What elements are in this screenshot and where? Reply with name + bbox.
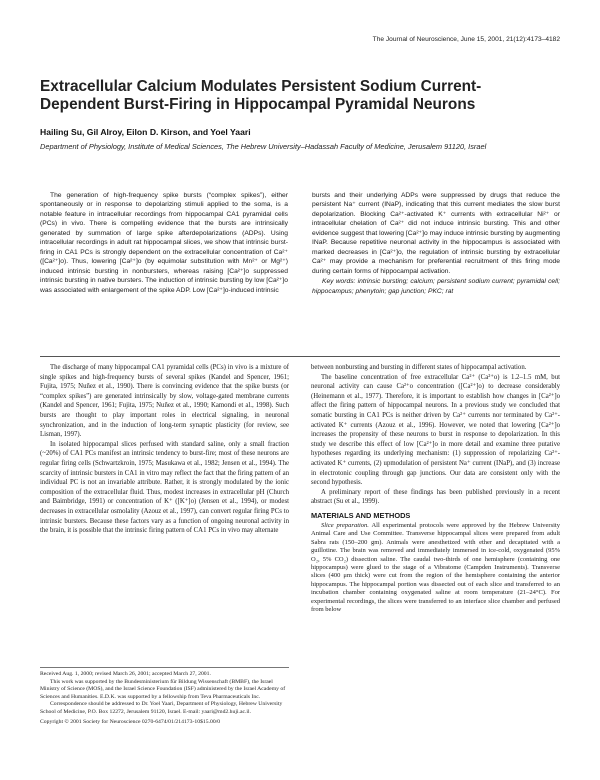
footnote-rule [40,667,289,668]
affiliation: Department of Physiology, Institute of Medical Sciences, The Hebrew University–Hadassah Faculty of Medicine, Jerusalem 91120, Israel [40,142,487,151]
abstract-right-column [312,191,560,296]
intro-paragraph-1: The discharge of many hippocampal CA1 pyramidal cells (PCs) in vivo is a mixture of single spikes and high-frequency bursts of several spikes (Kandel and Spencer, 1961; Fujita, 1975; Nuñez et al., 1990). There is convincing evidence that the spike bursts (or “complex spikes”) are generated intrinsically by slow, voltage-gated membrane currents (Kandel and Spencer, 1961; Fujita, 1975; Nuñez et al., 1990; Kamondi et al., 1998). Such bursts are thought to play important roles in electrical signaling, in neuronal synchronization, and in the induction of long-term synaptic plasticity (for review, see Lisman, 1997). [40,364,289,439]
section-heading-methods: MATERIALS AND METHODS [311,510,411,520]
body-left-column [40,363,289,536]
methods-text: All experimental protocols were approved by the Hebrew University Animal Care and Use Committee. Transverse hippocampal slices were prepared from adult Sabra rats (150–200 gm). Animals were anesthetized with ether and decapitated with a guillotine. The brain was removed and immediately immersed in ice-cold, oxygenated (95% O₂, 5% CO₂) dissection saline. The caudal two-thirds of one hemisphere (containing one hippocampus) were glued to the stage of a Vibratome (Campden Instruments). Transverse slices (400 μm thick) were cut from the region of the hemisphere containing the anterior hippocampus. The hippocampal portion was dissected out of each slice and transferred to an incubation chamber containing oxygenated saline at room temperature (21–24°C). For experimental recordings, the slices were transferred to an interface slice chamber and perfused from below [311,521,560,613]
keywords-text: intrinsic bursting; calcium; persistent sodium current; pyramidal cell; hippocampus; phenytoin; gap junction; PKC; rat [312,278,560,295]
abstract-divider [40,356,560,357]
abstract-text-left: The generation of high-frequency spike bursts (“complex spikes”), either spontaneously or in response to depolarizing stimuli applied to the soma, is a notable feature in intracellular recordings from hippocampal CA1 pyramidal cells (PCs) in vivo. There is compelling evidence that the bursts are intrinsically generated by summation of large spike afterdepolarizations (ADPs). Using intracellular recordings in adult rat hippocampal slices, we show that intrinsic burst-firing in CA1 PCs is strongly dependent on the extracellular concentration of Ca²⁺ ([Ca²⁺]o). Thus, lowering [Ca²⁺]o (by equimolar substitution with Mn²⁺ or Mg²⁺) induced intrinsic bursting in nonbursters, whereas raising [Ca²⁺]o suppressed intrinsic bursting in native bursters. The induction of intrinsic bursting by low [Ca²⁺]o was associated with enlargement of the spike ADP. Low [Ca²⁺]o-induced intrinsic [40,192,288,294]
keywords [312,277,560,296]
footnote-received: Received Aug. 1, 2000; revised March 26, 2001; accepted March 27, 2001. [40,671,211,677]
intro-paragraph-2: In isolated hippocampal slices perfused with standard saline, only a small fraction (~20%) of CA1 PCs manifest an intrinsic tendency to burst-fire; most of these neurons are regular firing cells (Schwartzkroin, 1975; Masukawa et al., 1982; Jensen et al., 1994). The scarcity of intrinsic bursters in CA1 in vitro may reflect the fact that the firing pattern of an individual PC is not an invariable attribute. Rather, it is strongly modulated by the ionic composition of the extracellular fluid. Thus, modest increases in extracellular pH (Church and Baimbridge, 1991) or concentration of K⁺ ([K⁺]o) (Jensen et al., 1994), or modest decreases in extracellular osmolality (Azouz et al., 1997), can convert regular firing PCs to intrinsic bursters. Because these factors vary as a function of ongoing neuronal activity in the brain, it is possible that the intrinsic firing pattern of CA1 PCs in vivo may alternate [40,440,289,535]
keywords-label: Key words: [322,278,356,286]
author-list: Hailing Su, Gil Alroy, Eilon D. Kirson, and Yoel Yaari [40,127,251,137]
intro-paragraph-4: The baseline concentration of free extracellular Ca²⁺ (Ca²⁺o) is 1.2–1.5 mM, but neuronal activity can cause Ca²⁺o concentration ([Ca²⁺]o) to decrease considerably (Heinemann et al., 1977). Therefore, it is important to establish how changes in [Ca²⁺]o affect the firing pattern of hippocampal neurons. In a previous study we concluded that somatic bursting in CA1 PCs is neither driven by Ca²⁺ currents nor terminated by Ca²⁺-activated K⁺ currents (Azouz et al., 1996). However, we noted that lowering [Ca²⁺]o increases the propensity of these neurons to burst in response to depolarization. In this study we describe this effect of low [Ca²⁺]o in more detail and examine three putative hypotheses regarding its underlying mechanism: (1) suppression of repolarizing Ca²⁺-activated K⁺ currents, (2) upmodulation of persistent Na⁺ current (INaP), and (3) increase in electrotonic coupling through gap junctions. Our data are consistent only with the second hypothesis. [311,373,560,487]
methods-subheading: Slice preparation. [321,521,369,529]
abstract-text-right: bursts and their underlying ADPs were suppressed by drugs that reduce the persistent Na⁺ current (INaP), indicating that this current mediates the slow burst depolarization. Blocking Ca²⁺-activated K⁺ currents with extracellular Ni²⁺ or intracellular chelation of Ca²⁺ did not induce intrinsic bursting. This and other evidence suggest that lowering [Ca²⁺]o may induce intrinsic bursting by augmenting INaP. Because repetitive neuronal activity in the hippocampus is associated with marked decreases in [Ca²⁺]o, the regulation of intrinsic bursting by extracellular Ca²⁺ may provide a mechanism for preferential recruitment of this firing mode during certain forms of hippocampal activation. [312,192,560,275]
paper-title: Extracellular Calcium Modulates Persistent Sodium Current-Dependent Burst-Firing in Hippocampal Pyramidal Neurons [40,78,482,113]
copyright-line: Copyright © 2001 Society for Neuroscience 0270-6474/01/214173-10$15.00/0 [40,718,221,725]
footnotes [40,667,289,726]
footnote-support: This work was supported by the Bundesministerium für Bildung Wissenschaft (BMBF), the Israel Ministry of Science (MOS), and the Israel Science Foundation (ISF) administered by the Israel Academy of Sciences and Humanities. E.D.K. was supported by a fellowship from Teva Pharmaceuticals Inc. [40,678,286,700]
methods-section [311,522,560,614]
abstract-left-column [40,191,288,295]
running-header: The Journal of Neuroscience, June 15, 2001, 21(12):4173–4182 [372,36,560,43]
body-right-column [311,363,560,614]
intro-paragraph-3: between nonbursting and bursting in different states of hippocampal activation. [311,364,527,371]
intro-paragraph-5: A preliminary report of these findings has been published previously in a recent abstract (Su et al., 1999). [311,488,560,506]
footnote-correspondence: Correspondence should be addressed to Dr. Yoel Yaari, Department of Physiology, Hebrew University School of Medicine, P.O. Box 12272, Jerusalem 91120, Israel. E-mail: yaari@md2.huji.ac.il. [40,701,283,715]
